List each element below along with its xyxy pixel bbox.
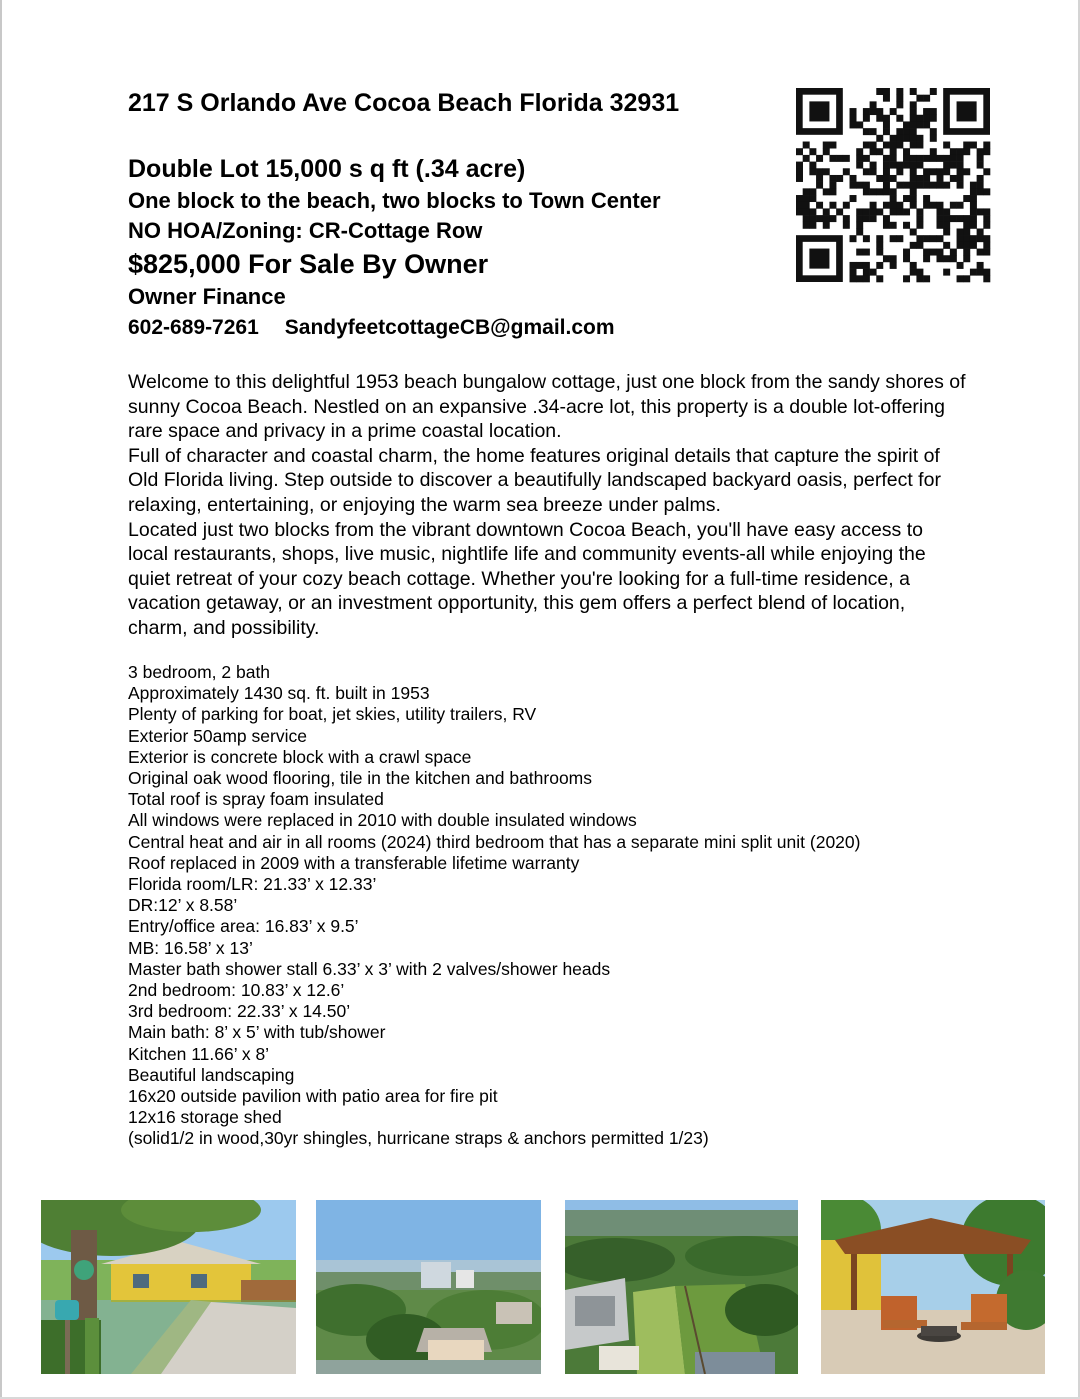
- feature-item: DR:12’ x 8.58’: [128, 895, 238, 916]
- photo-aerial-lot: [565, 1200, 798, 1374]
- feature-item: Total roof is spray foam insulated: [128, 789, 384, 810]
- feature-item: Approximately 1430 sq. ft. built in 1953: [128, 683, 430, 704]
- feature-item: 3rd bedroom: 22.33’ x 14.50’: [128, 1001, 351, 1022]
- listing-price: $825,000 For Sale By Owner: [128, 249, 489, 279]
- phone-number[interactable]: 602-689-7261: [128, 316, 259, 339]
- description-paragraph: Full of character and coastal charm, the home features original details that capture the spirit of Old Florida living. Step outside to discover a beautifully landscaped backyard oasis, perfect for relaxing, entertaining, or enjoying the warm sea breeze under palms.: [128, 444, 941, 516]
- location-highlight: One block to the beach, two blocks to Town Center: [128, 188, 661, 213]
- property-address: 217 S Orlando Ave Cocoa Beach Florida 32931: [128, 89, 680, 117]
- listing-header: [128, 86, 778, 344]
- feature-item: MB: 16.58’ x 13’: [128, 937, 253, 958]
- feature-list: [128, 662, 988, 1150]
- finance-option: Owner Finance: [128, 284, 286, 309]
- photo-backyard-pavilion: [821, 1200, 1045, 1374]
- feature-item: Master bath shower stall 6.33’ x 3’ with 2 valves/shower heads: [128, 958, 611, 979]
- feature-item: Exterior is concrete block with a crawl space: [128, 746, 472, 767]
- qr-code[interactable]: [790, 82, 996, 288]
- lot-size: Double Lot 15,000 s q ft (.34 acre): [128, 155, 526, 183]
- contact-line: [128, 312, 778, 344]
- feature-item: Main bath: 8’ x 5’ with tub/shower: [128, 1022, 386, 1043]
- feature-item: Kitchen 11.66’ x 8’: [128, 1043, 270, 1064]
- description-paragraph: Welcome to this delightful 1953 beach bungalow cottage, just one block from the sandy shores of sunny Cocoa Beach. Nestled on an expansive .34-acre lot, this property is a double lot-offering rare space and privacy in a prime coastal location.: [128, 371, 966, 443]
- property-description: [128, 370, 968, 641]
- feature-item: Beautiful landscaping: [128, 1064, 295, 1085]
- photo-aerial-ocean: [316, 1200, 541, 1374]
- feature-item: 12x16 storage shed: [128, 1107, 282, 1128]
- feature-item: Entry/office area: 16.83’ x 9.5’: [128, 916, 359, 937]
- description-paragraph: Located just two blocks from the vibrant downtown Cocoa Beach, you'll have easy access to local restaurants, shops, live music, nightlife life and community events-all while enjoying the quiet retreat of your cozy beach cottage. Whether you're looking for a full-time residence, a vacation getaway, or an investment opportunity, this gem offers a perfect blend of location, charm, and possibility.: [128, 518, 926, 639]
- feature-item: Exterior 50amp service: [128, 725, 307, 746]
- feature-item: Central heat and air in all rooms (2024) third bedroom that has a separate mini split unit (2020): [128, 831, 861, 852]
- feature-item: Original oak wood flooring, tile in the kitchen and bathrooms: [128, 768, 593, 789]
- feature-item: Plenty of parking for boat, jet skies, utility trailers, RV: [128, 704, 537, 725]
- feature-item: Florida room/LR: 21.33’ x 12.33’: [128, 874, 377, 895]
- feature-item: All windows were replaced in 2010 with double insulated windows: [128, 810, 637, 831]
- feature-item: Roof replaced in 2009 with a transferable lifetime warranty: [128, 852, 580, 873]
- feature-item: 3 bedroom, 2 bath: [128, 662, 271, 682]
- feature-item: (solid1/2 in wood,30yr shingles, hurricane straps & anchors permitted 1/23): [128, 1128, 709, 1149]
- photo-front-yard: [41, 1200, 296, 1374]
- feature-item: 2nd bedroom: 10.83’ x 12.6’: [128, 980, 345, 1001]
- zoning-info: NO HOA/Zoning: CR-Cottage Row: [128, 218, 483, 243]
- qr-code-graphic: [790, 82, 996, 288]
- page-border-left: [0, 0, 2, 1399]
- email-address[interactable]: SandyfeetcottageCB@gmail.com: [284, 316, 615, 339]
- feature-item: 16x20 outside pavilion with patio area for fire pit: [128, 1086, 498, 1107]
